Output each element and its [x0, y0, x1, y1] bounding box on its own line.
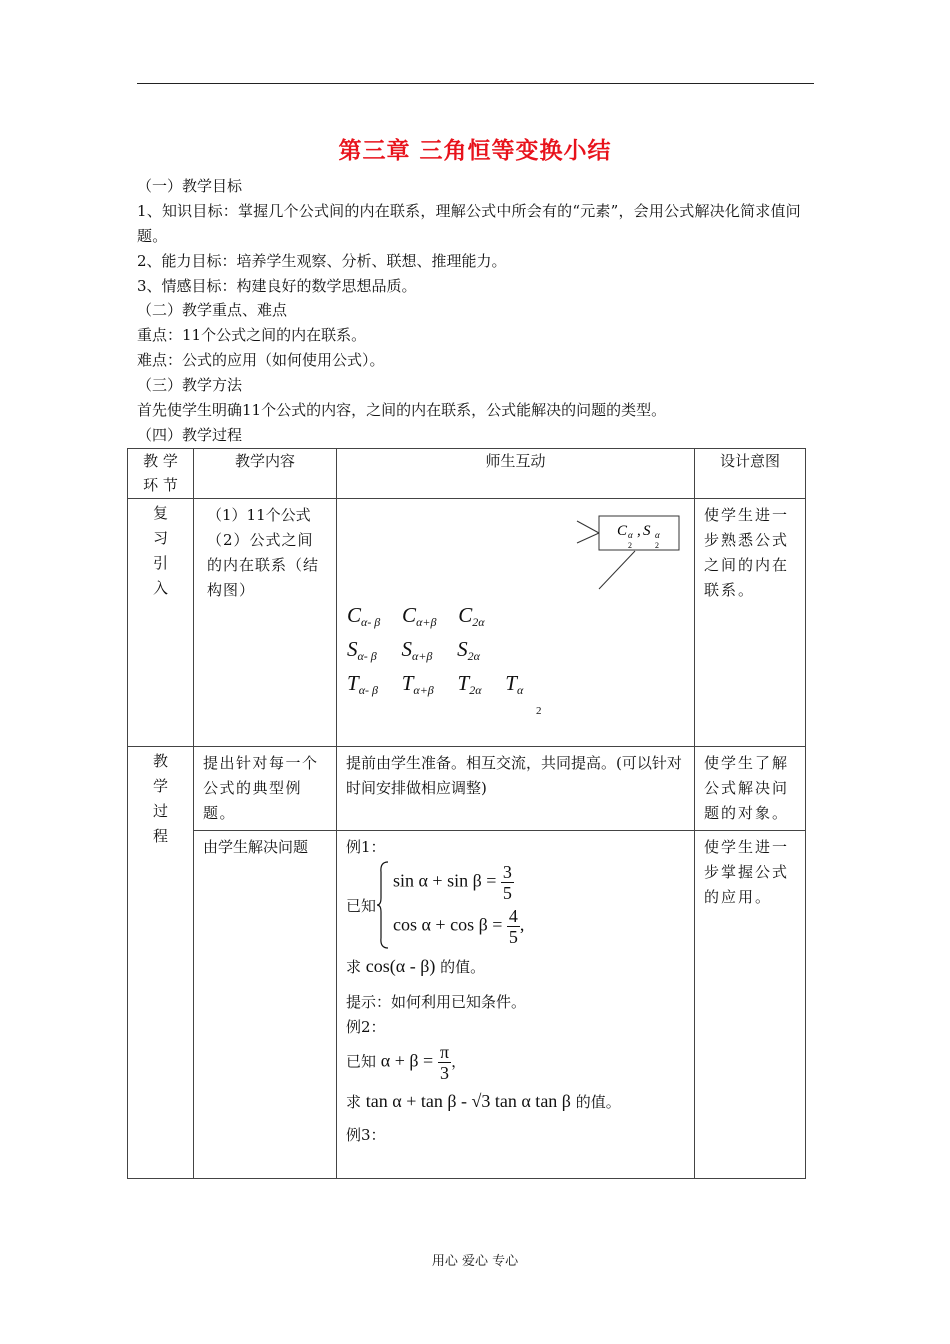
structure-diagram	[337, 499, 695, 599]
paragraph-difficulty: 难点：公式的应用（如何使用公式）。	[137, 351, 385, 369]
section-heading-method: （三）教学方法	[137, 376, 243, 394]
content-examples: 提出针对每一个公式的典型例题。	[194, 747, 337, 831]
formula-row-s: $S_{\alpha- \beta}$ $S_{\alpha+\beta}$ $S_{2\alpha}$	[347, 637, 480, 663]
formula-row-t: $T_{\alpha- \beta}$ $T_{\alpha+\beta}$ $T_{2\alpha}$ $T_\alpha$	[347, 671, 524, 697]
svg-text:2: 2	[655, 541, 659, 550]
svg-text:α: α	[655, 530, 660, 540]
equation-sin-sum: sin α + sin β = $\frac{3}{5}$	[393, 862, 512, 903]
paragraph-emotion-goal: 3、情感目标：构建良好的数学思想品质。	[137, 277, 417, 295]
svg-text:α: α	[628, 530, 633, 540]
paragraph-method: 首先使学生明确11个公式的内容，之间的内在联系，公式能解决的问题的类型。	[137, 401, 667, 419]
header-intent: 设计意图	[695, 449, 806, 499]
formula-structure	[337, 499, 694, 745]
example-1-hint: 提示：如何利用已知条件。	[346, 993, 527, 1011]
interaction-examples: 提前由学生准备。相互交流，共同提高。(可以针对时间安排做相应调整)	[337, 747, 695, 831]
example-1-question: 求 cos(α - β) 的值。	[346, 956, 486, 976]
example-2-question: 求 tan α + tan β - √3 tan α tan β 的值。	[346, 1091, 621, 1111]
example-2-label: 例2：	[346, 1018, 386, 1036]
section-heading-objectives: （一）教学目标	[137, 177, 243, 195]
page-title: 第三章 三角恒等变换小结	[338, 138, 612, 164]
content-review: （1）11个公式 （2）公式之间的内在联系（结构图）	[194, 499, 337, 747]
example-3-label: 例3：	[346, 1126, 386, 1144]
svg-text:2: 2	[628, 541, 632, 550]
process-table	[127, 448, 806, 1179]
content-solve: 由学生解决问题	[194, 831, 337, 1179]
section-heading-keypoints: （二）教学重点、难点	[137, 301, 288, 319]
svg-text:S: S	[643, 523, 651, 539]
formula-row-c: $C_{\alpha- \beta}$ $C_{\alpha+\beta}$ $C_{2\alpha}$	[347, 603, 485, 629]
section-heading-process: （四）教学过程	[137, 426, 243, 444]
equation-cos-sum: cos α + cos β = $\frac{4}{5}$ ,	[393, 906, 525, 947]
header-content: 教学内容	[194, 449, 337, 499]
stage-review: 复 习 引 入	[128, 499, 194, 747]
intent-review: 使学生进一步熟悉公式之间的内在联系。	[695, 499, 806, 747]
intent-examples: 使学生了解公式解决问题的对象。	[695, 747, 806, 831]
header-stage: 教 学 环 节	[128, 449, 194, 499]
stage-process: 教 学 过 程	[128, 747, 194, 1179]
paragraph-key-point: 重点：11个公式之间的内在联系。	[137, 326, 367, 344]
example-2-given: 已知 α + β = $\frac{\pi}{3}$ ，	[346, 1042, 467, 1083]
example-1-label: 例1：	[346, 838, 386, 856]
paragraph-ability-goal: 2、能力目标：培养学生观察、分析、联想、推理能力。	[137, 252, 507, 270]
header-rule	[137, 83, 814, 84]
formula-half-denominator: 2	[536, 705, 542, 717]
svg-text:,: ,	[637, 523, 641, 539]
intent-solve: 使学生进一步掌握公式的应用。	[695, 831, 806, 1179]
interaction-review	[337, 499, 695, 747]
brace-icon	[376, 860, 390, 950]
header-interaction: 师生互动	[337, 449, 695, 499]
page-footer: 用心 爱心 专心	[431, 1254, 519, 1269]
svg-text:C: C	[617, 523, 628, 539]
paragraph-knowledge-goal: 1、知识目标：掌握几个公式间的内在联系，理解公式中所会有的“元素”，会用公式解决化简求值问题。	[137, 202, 801, 245]
interaction-solve	[337, 831, 695, 1179]
example-1-system: 已知 sin α + sin β = $\frac{3}{5}$ cos α + cos β = $\frac{4}{5}$ ,	[346, 860, 685, 952]
